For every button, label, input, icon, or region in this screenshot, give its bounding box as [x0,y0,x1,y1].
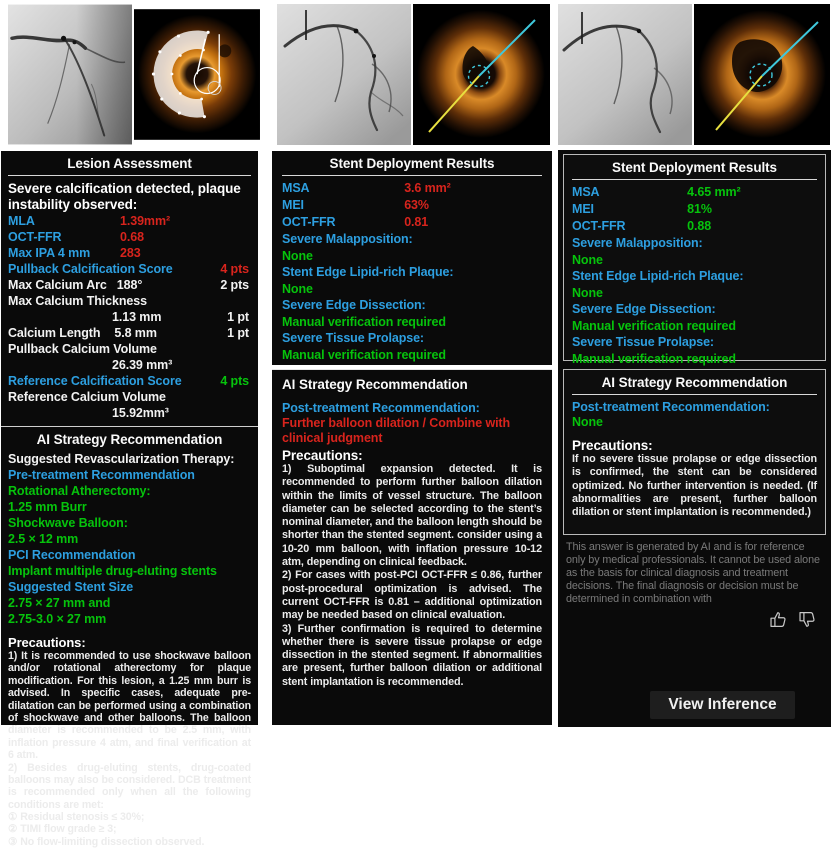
image-pair-post-stent [277,4,550,145]
finding-value: None [282,281,313,296]
metric-row: MSA 3.6 mm² [282,181,451,195]
strategy-title: AI Strategy Recommendation [36,432,223,447]
angiogram-image[interactable] [8,4,132,145]
precaution-paragraph: 2) For cases with post-PCI OCT-FFR ≤ 0.86, further post-procedural optimization is advised. The current OCT-FFR is 0.81 – additional optimization may be needed based on clinical evaluation. [282,569,542,622]
condition-item: ② TIMI flow grade ≥ 3; [8,823,117,836]
metric-row: OCT-FFR 0.68 [8,230,144,244]
precaution-paragraph: 1) It is recommended to use shockwave balloon and/or rotational atherectomy for plaque modification. For this lesion, a 1.25 mm burr is advised. In specific cases, adequate pre-dilatation can be performed using a combination of shockwave and other balloons. The balloon diameter is recommended to be 2.5 mm, with inflation pressure 4 atm, and final verification at 6 atm. [8,650,251,762]
finding-label: Severe Malapposition: [282,232,413,246]
lesion-assessment-panel [1,151,258,848]
stent-deployment-results-panel [563,154,826,366]
precautions-heading: Precautions: [282,448,363,463]
metric-row: OCT-FFR 0.88 [572,219,712,233]
metric-row: MSA 4.65 mm² [572,185,741,199]
metric-row: Calcium Length 5.8 mm 1 pt [8,326,249,340]
condition-item: ③ No flow-limiting dissection observed. [8,835,205,848]
finding-label: Severe Tissue Prolapse: [282,331,424,345]
image-pair-lesion [8,4,260,145]
precautions-heading: Precautions: [8,635,86,650]
finding-value: Manual verification required [572,318,736,333]
finding-value: None [282,248,313,263]
panel-title: AI Strategy Recommendation [572,370,817,395]
strategy-line: PCI Recommendation [8,548,136,562]
precaution-paragraph: 1) Suboptimal expansion detected. It is recommended to perform further balloon dilation within the limits of vessel structure. The balloon diameter can be selected according to the stent’s nominal diameter, and the balloon length should be shorter than the stented segment. consider using a 10-20 mm balloon, with inflation pressure 10-12 atm, depending on clinical feedback. [282,463,542,569]
strategy-line: Suggested Stent Size [8,580,134,594]
oct-image-lesion[interactable] [134,4,260,145]
finding-label: Stent Edge Lipid-rich Plaque: [572,269,744,283]
strategy-line: Implant multiple drug-eluting stents [8,564,217,578]
metric-row: 15.92mm³ [112,406,169,420]
metric-row: Reference Calcification Score 4 pts [8,374,249,388]
strategy-line: 2.75-3.0 × 27 mm [8,612,107,626]
ai-strategy-panel [272,369,552,725]
strategy-line: 1.25 mm Burr [8,500,87,514]
finding-value: Manual verification required [572,351,736,366]
finding-value: Manual verification required [282,347,446,362]
panel-title: Lesion Assessment [8,151,251,176]
precautions-heading: Precautions: [572,438,653,453]
post-treatment-label: Post-treatment Recommendation: [282,401,480,415]
oct-image-final[interactable] [694,4,830,145]
finding-label: Severe Tissue Prolapse: [572,335,714,349]
metric-row: Pullback Calcification Score 4 pts [8,262,249,276]
finding-value: None [572,252,603,267]
finding-label: Severe Malapposition: [572,236,703,250]
ai-strategy-panel [563,369,826,535]
strategy-line: Rotational Atherectomy: [8,484,151,498]
metric-row: MEI 63% [282,198,429,212]
metric-row: MEI 81% [572,202,712,216]
precaution-paragraph: 2) Besides drug-eluting stents, drug-coated balloons may also be considered. DCB treatment is recommended only when all the following conditions are met: [8,761,251,811]
panel-title: AI Strategy Recommendation [282,377,468,392]
lesion-subtitle: Severe calcification detected, plaque instability observed: [8,181,241,212]
ai-disclaimer: This answer is generated by AI and is for reference only by medical professionals. It cannot be used alone as the basis for clinical diagnosis and treatment decisions. The final diagnosis or decision must be determined in combination with [566,541,820,605]
view-inference-button[interactable]: View Inference [650,691,794,719]
precaution-paragraph: If no severe tissue prolapse or edge dissection is confirmed, the stent can be considered optimized. No further intervention is needed. (If abnormalities are present, further balloon dilation or stent implantation is recommended.) [572,453,817,519]
stent-deployment-results-panel [272,151,552,365]
strategy-line: Shockwave Balloon: [8,516,128,530]
panel-title: Stent Deployment Results [282,151,542,176]
finding-value: Manual verification required [282,314,446,329]
strategy-line: Suggested Revascularization Therapy: [8,452,235,466]
metric-row: OCT-FFR 0.81 [282,215,429,229]
angiogram-image[interactable] [277,4,411,145]
thumbs-down-icon[interactable] [797,610,816,629]
metric-row: Pullback Calcium Volume [8,342,157,356]
angiogram-image[interactable] [558,4,692,145]
post-procedure-column [558,150,831,727]
post-treatment-label: Post-treatment Recommendation: [572,400,770,414]
metric-row: Reference Calcium Volume [8,390,166,404]
post-treatment-value: None [572,415,603,429]
panel-title: Stent Deployment Results [572,155,817,180]
metric-row: Max IPA 4 mm 283 [8,246,141,260]
strategy-line: Pre-treatment Recommendation [8,468,195,482]
metric-row: MLA 1.39mm² [8,214,171,228]
finding-label: Stent Edge Lipid-rich Plaque: [282,265,454,279]
thumbs-up-icon[interactable] [768,610,787,629]
precaution-paragraph: 3) Further confirmation is required to determine whether there is severe tissue prolapse or edge dissection in the stented segment. If abnormalities are present, further balloon dilation or additional stent implantation is recommended. [282,622,542,688]
oct-image-post-stent[interactable] [413,4,550,145]
metric-row: 1.13 mm 1 pt [112,310,249,324]
feedback-row [563,606,826,629]
finding-label: Severe Edge Dissection: [282,298,426,312]
metric-row: Max Calcium Arc 188° 2 pts [8,278,249,292]
metric-row: Max Calcium Thickness [8,294,147,308]
post-treatment-value: Further balloon dilation / Combine with clinical judgment [282,416,511,445]
metric-row: 26.39 mm³ [112,358,173,372]
finding-value: None [572,285,603,300]
strategy-line: 2.75 × 27 mm and [8,596,111,610]
condition-item: ① Residual stenosis ≤ 30%; [8,811,145,824]
strategy-line: 2.5 × 12 mm [8,532,79,546]
finding-label: Severe Edge Dissection: [572,302,716,316]
image-pair-final [558,4,830,145]
